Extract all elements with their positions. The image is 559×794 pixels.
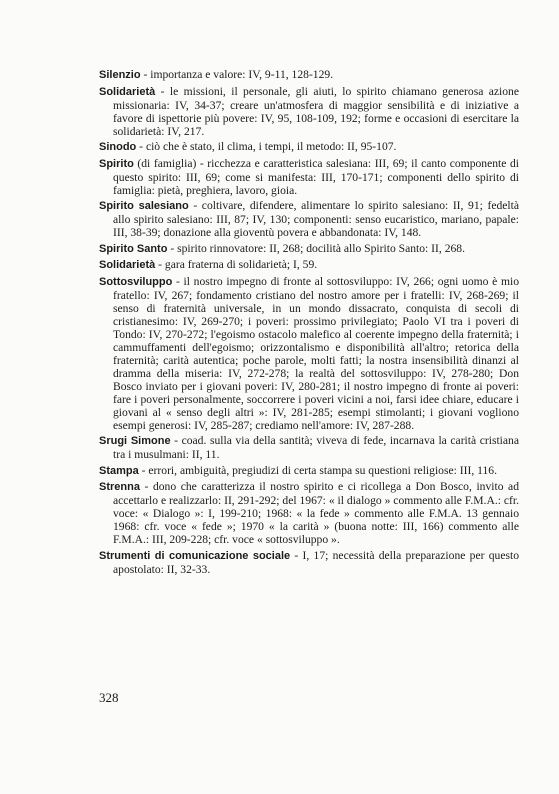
index-term: Strenna xyxy=(99,481,140,493)
index-text: - coad. sulla via della santità; viveva di fede, incarnava la carità cristiana tra i musulmani: II, 11. xyxy=(113,434,519,461)
index-term: Spirito salesiano xyxy=(99,200,189,212)
index-text: (di famiglia) - ricchezza e caratteristica salesiana: III, 69; il canto componente di questo spirito: III, 69; come si manifesta: III, 170-171; componenti dello spirito di famiglia: pietà, preghiera, lavoro, gioia. xyxy=(113,156,519,197)
index-text: - le missioni, il personale, gli aiuti, lo spirito chiamano generosa azione missionaria: IV, 34-37; creare un'atmosfera di maggior sensibilità e di iniziative a favore di ispettorie più povere: IV, 95, 108-109, 192; forme e occasioni di esercitare la solidarietà: IV, 217. xyxy=(113,84,519,138)
index-entry xyxy=(99,68,519,82)
index-term: Solidarietà xyxy=(99,259,156,271)
index-entry xyxy=(99,140,519,154)
index-entry xyxy=(99,85,519,138)
index-entry xyxy=(99,549,519,576)
index-entry xyxy=(99,242,519,256)
index-term: Sinodo xyxy=(99,141,137,153)
index-term: Spirito xyxy=(99,157,134,170)
index-term: Silenzio xyxy=(99,69,141,81)
index-text: - il nostro impegno di fronte al sottosviluppo: IV, 266; ogni uomo è mio fratello: IV, 267; fondamento cristiano del nostro amore per i fratelli: IV, 268-269; il senso di fraternità universale, in un mondo dissacrato, conquista di secoli di cristianesimo: IV, 269-270; i poveri: prossimo privilegiato; Paolo VI tra i poveri di Tondo: IV, 270-272; l'egoismo ostacolo malefico al coerente impegno della fraternità; i cammuffamenti dell'egoismo; orizzontalismo e disponibilità all'altro; retorica della fraternità; carità autentica; poche parole, molti fatti; la nostra insensibilità dinanzi al dramma della miseria: IV, 272-278; la realtà del sottosviluppo: IV, 278-280; Don Bosco inviato per i giovani poveri: IV, 280-281; il nostro impegno di fronte ai poveri: fare i poveri personalmente, soccorrere i poveri vicini a noi, farsi idee chiare, educare i giovani al « senso degli altri »: IV, 281-285; esempi stimolanti; i giovani vogliono esempi generosi: IV, 285-287; crediamo nell'amore: IV, 287-288. xyxy=(113,274,519,432)
index-text: - errori, ambiguità, pregiudizi di certa stampa su questioni religiose: III, 116. xyxy=(138,463,497,477)
index-entry xyxy=(99,464,519,478)
index-entry xyxy=(99,157,519,197)
index-entries xyxy=(99,68,519,578)
index-text: - I, 17; necessità della preparazione per questo apostolato: II, 32-33. xyxy=(113,548,519,576)
page-number: 328 xyxy=(99,690,119,705)
index-entry xyxy=(99,275,519,432)
index-text: - spirito rinnovatore: II, 268; docilità allo Spirito Santo: II, 268. xyxy=(167,241,465,255)
index-entry xyxy=(99,480,519,546)
index-term: Strumenti di comunicazione sociale xyxy=(99,549,291,562)
index-entry xyxy=(99,199,519,239)
index-text: - dono che caratterizza il nostro spirito e ci ricollega a Don Bosco, invito ad accettarlo e realizzarlo: II, 291-292; del 1967: « il dialogo » commento alle F.M.A.: cfr. voce: « Dialogo »: I, 199-210; 1968: « la fede » commento alle F.M.A. 13 gennaio 1968: cfr. voce « fede »; 1970 « la carità » (buona notte: III, 166) commento alle F.M.A.: III, 209-228; cfr. voce « sottosviluppo ». xyxy=(113,480,519,546)
index-term: Srugi Simone xyxy=(99,435,171,447)
index-text: - coltivare, difendere, alimentare lo spirito salesiano: II, 91; fedeltà allo spirito salesiano: III, 87; IV, 130; componenti: senso eucaristico, mariano, papale: III, 38-39; donazione alla gioventù povera e abbandonata: IV, 148. xyxy=(113,199,519,239)
index-entry xyxy=(99,434,519,461)
index-term: Stampa xyxy=(99,464,139,477)
index-term: Sottosviluppo xyxy=(99,275,173,288)
index-term: Solidarietà xyxy=(99,85,156,98)
index-entry xyxy=(99,258,519,272)
index-text: - ciò che è stato, il clima, i tempi, il metodo: II, 95-107. xyxy=(136,140,397,153)
index-text: - gara fraterna di solidarietà; I, 59. xyxy=(155,258,318,271)
index-term: Spirito Santo xyxy=(99,242,168,255)
index-text: - importanza e valore: IV, 9-11, 128-129. xyxy=(140,68,334,81)
